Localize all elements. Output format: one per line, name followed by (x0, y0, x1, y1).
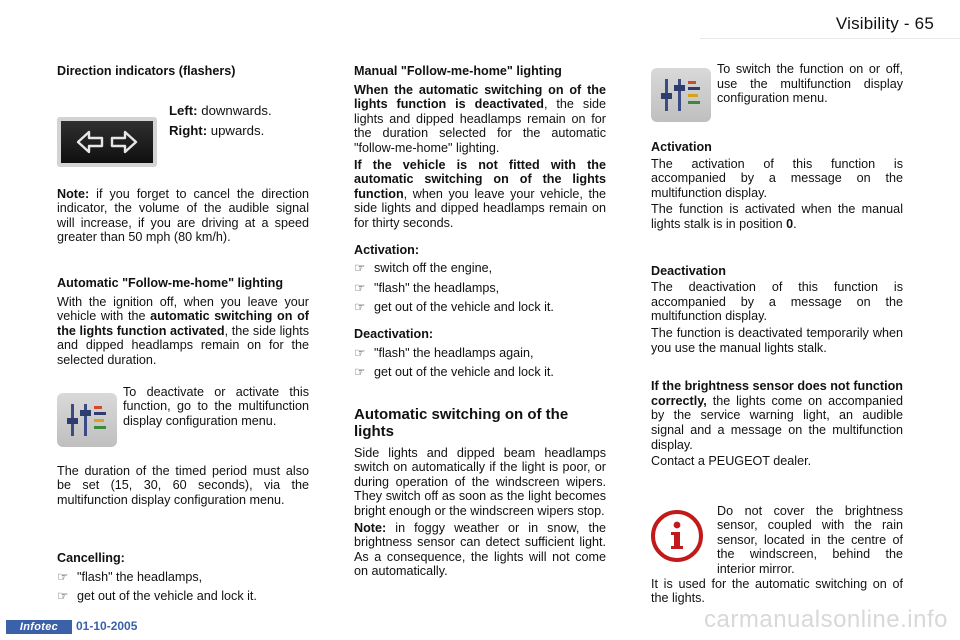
list-item (354, 300, 606, 315)
manual-p1-b: , the side lights and dipped headlamps remain on for the duration selected for the automatic "follow-me-home" lighting. (354, 97, 606, 155)
column-1 (57, 64, 309, 603)
page-title: Visibility - 65 (835, 14, 934, 33)
config-sliders-icon (57, 393, 117, 447)
note-text: if you forget to cancel the direction indicator, the volume of the audible signal will increase, if you are driving at a speed greater than 50 mph (80 km/h). (57, 186, 309, 245)
contact-paragraph: Contact a PEUGEOT dealer. (651, 454, 812, 469)
switch-text: To switch the function on or off, use the multifunction display configuration menu. (717, 62, 903, 106)
pointing-hand-icon: ☞ (57, 569, 69, 584)
activation-p2-a: The function is activated when the manual lights stalk is in position (651, 202, 903, 231)
list-item (354, 281, 606, 296)
note-label: Note: (354, 520, 387, 535)
pointing-hand-icon: ☞ (354, 280, 366, 295)
direction-labels (169, 91, 272, 167)
pointing-hand-icon: ☞ (354, 345, 366, 360)
list-item-text: get out of the vehicle and lock it. (374, 300, 554, 315)
note-text: in foggy weather or in snow, the brightness sensor can detect sufficient light. As a consequence, the lights will not come on automatically. (354, 520, 606, 579)
switch-block (651, 62, 903, 122)
auto-switching-paragraph: Side lights and dipped beam headlamps switch on automatically if the light is poor, or during operation of the windscreen wipers. They switch off as soon as the light becomes bright enough or the windscreen wipers stop. (354, 445, 606, 519)
cancelling-heading: Cancelling: (57, 551, 125, 566)
list-item-text: switch off the engine, (374, 261, 493, 276)
list-item-text: "flash" the headlamps, (77, 569, 203, 584)
column-2 (354, 64, 606, 579)
cover-text-2: It is used for the automatic switching on of the lights. (651, 576, 903, 606)
activation-p2-c: . (793, 216, 797, 231)
cover-text: Do not cover the brightness sensor, coupled with the rain sensor, located in the centre of the windscreen, behind the interior mirror. (717, 503, 903, 577)
right-label: Right: (169, 122, 208, 138)
deactivation-paragraph-2: The function is deactivated temporarily when you use the manual lights stalk. (651, 325, 903, 355)
activation-paragraph-2 (651, 202, 903, 231)
manual-p2-a: If the vehicle is not fitted with the automatic switching on of the lights function (354, 157, 606, 201)
activation-heading: Activation: (354, 242, 420, 257)
list-item (57, 570, 309, 585)
config-sliders-icon-graphic (65, 400, 109, 440)
list-item-text: "flash" the headlamps again, (374, 345, 534, 360)
list-item-text: "flash" the headlamps, (374, 280, 500, 295)
direction-indicators-block (57, 91, 309, 167)
infotec-logo: Infotec (6, 620, 72, 634)
manual-follow-me-home-heading: Manual "Follow-me-home" lighting (354, 64, 562, 78)
list-item-text: get out of the vehicle and lock it. (374, 365, 554, 380)
manual-p1-a: When the automatic switching on of the lights function is deactivated (354, 82, 606, 112)
list-item (354, 365, 606, 380)
deactivate-text: To deactivate or activate this function, go to the multifunction display configuration menu. (123, 384, 309, 428)
auto-p1-a: With the ignition off, when you leave your vehicle with the (57, 294, 309, 324)
info-icon-wrap (651, 504, 717, 577)
deactivation-heading: Deactivation (651, 263, 726, 278)
sensor-text: the lights come on accompanied by the service warning light, an audible signal and a message on the multifunction display. (651, 393, 903, 452)
pointing-hand-icon: ☞ (354, 300, 366, 315)
auto-switching-note (354, 521, 606, 579)
auto-switching-heading: Automatic switching on of the lights (354, 405, 569, 440)
manual-paragraph-1 (354, 83, 606, 156)
sensor-paragraph (651, 379, 903, 452)
watermark: carmanualsonline.info (704, 606, 948, 633)
deactivation-heading: Deactivation: (354, 326, 434, 341)
note-paragraph (57, 187, 309, 245)
pointing-hand-icon: ☞ (354, 261, 366, 276)
list-item (57, 589, 309, 604)
sensor-label: If the brightness sensor does not function correctly, (651, 379, 903, 408)
deactivation-list (354, 346, 606, 380)
activation-heading: Activation (651, 140, 712, 154)
footer-date: 01-10-2005 (76, 619, 138, 633)
cover-block (651, 504, 903, 577)
info-icon (651, 510, 703, 562)
manual-p2-b: , when you leave your vehicle, the side lights and dipped headlamps remain on for thirty seconds. (354, 186, 606, 230)
config-sliders-icon (651, 68, 711, 122)
auto-follow-me-home-paragraph (57, 295, 309, 368)
arrows-left-right-icon-graphic (75, 129, 139, 155)
duration-paragraph: The duration of the timed period must also be set (15, 30, 60 seconds), via the multifunction display configuration menu. (57, 463, 309, 507)
pointing-hand-icon: ☞ (354, 365, 366, 380)
deactivation-paragraph-1: The deactivation of this function is accompanied by a message on the multifunction display. (651, 280, 903, 324)
activation-list (354, 261, 606, 315)
right-text: upwards. (207, 122, 265, 138)
auto-p1-c: , the side lights and dipped headlamps remain on for the selected duration. (57, 323, 309, 367)
deactivate-block (57, 385, 309, 447)
note-label: Note: (57, 186, 90, 201)
direction-indicators-heading: Direction indicators (flashers) (57, 64, 236, 78)
list-item (354, 346, 606, 361)
info-icon-graphic (667, 521, 687, 551)
left-text: downwards. (197, 102, 272, 118)
activation-paragraph-1: The activation of this function is accompanied by a message on the multifunction display. (651, 156, 903, 200)
auto-p1-b: automatic switching on of the lights function activated (57, 309, 309, 338)
position-value: 0 (786, 216, 794, 231)
manual-paragraph-2 (354, 158, 606, 231)
auto-follow-me-home-heading: Automatic "Follow-me-home" lighting (57, 275, 284, 290)
list-item-text: get out of the vehicle and lock it. (77, 588, 257, 603)
list-item (354, 261, 606, 276)
pointing-hand-icon: ☞ (57, 588, 69, 603)
header-rule (700, 38, 960, 39)
cancelling-list (57, 570, 309, 603)
arrows-left-right-icon (57, 117, 157, 167)
config-sliders-icon-graphic (659, 75, 703, 115)
left-label: Left: (169, 102, 198, 118)
column-3 (651, 62, 903, 606)
